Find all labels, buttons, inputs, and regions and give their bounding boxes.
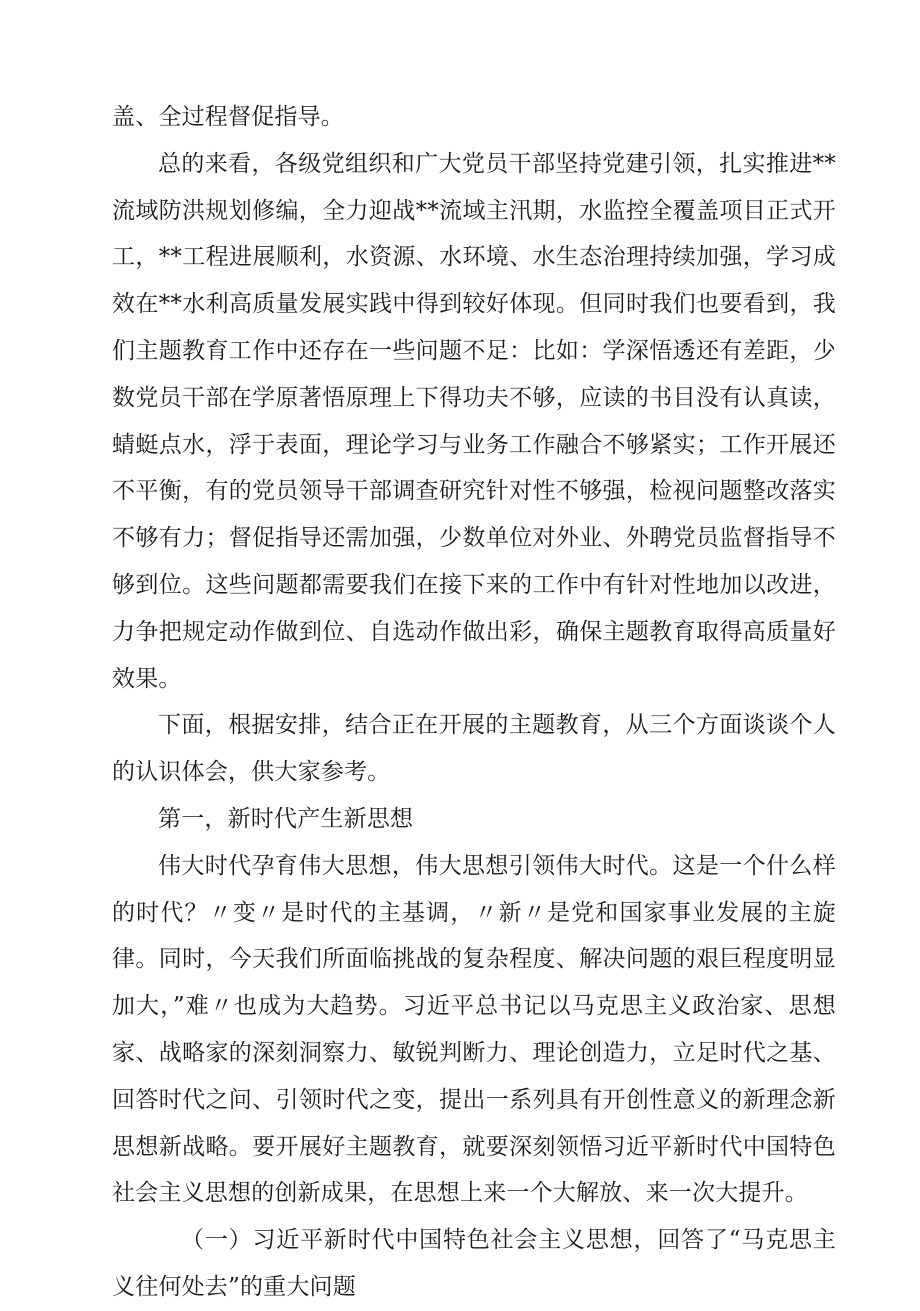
section-heading-1: 第一，新时代产生新思想 <box>158 805 414 832</box>
subsection-heading-1: （一）习近平新时代中国特色社会主义思想，回答了“马克思主义往何处去”的重大问题 <box>112 1227 836 1300</box>
paragraph-continuation: 盖、全过程督促指导。 <box>112 104 344 130</box>
paragraph-summary: 总的来看，各级党组织和广大党员干部坚持党建引领，扎实推进**流域防洪规划修编，全力迎战**流域主汛期，水监控全覆盖项目正式开工，**工程进展顺利，水资源、水环境、水生态治理持续加强，学习成效在**水利高质量发展实践中得到较好体现。但同时我们也要看到，我们主题教育工作中还存在一些问题不足：比如：学深悟透还有差距，少数党员干部在学原著悟原理上下得功夫不够，应读的书目没有认真读，蜻蜓点水，浮于表面，理论学习与业务工作融合不够紧实；工作开展还不平衡，有的党员领导干部调查研究针对性不够强，检视问题整改落实不够有力；督促指导还需加强，少数单位对外业、外聘党员监督指导不够到位。这些问题都需要我们在接下来的工作中有针对性地加以改进，力争把规定动作做到位、自选动作做出彩，确保主题教育取得高质量好效果。 <box>112 150 836 692</box>
document-body <box>112 94 836 1311</box>
paragraph-intro: 下面，根据安排，结合正在开展的主题教育，从三个方面谈谈个人的认识体会，供大家参考。 <box>112 712 836 786</box>
paragraph-new-era: 伟大时代孕育伟大思想，伟大思想引领伟大时代。这是一个什么样的时代？〃变〃是时代的主基调，〃新〃是党和国家事业发展的主旋律。同时，今天我们所面临挑战的复杂程度、解决问题的艰巨程度明显加大，”难〃也成为大趋势。习近平总书记以马克思主义政治家、思想家、战略家的深刻洞察力、敏锐判断力、理论创造力，立足时代之基、回答时代之问、引领时代之变，提出一系列具有开创性意义的新理念新思想新战略。要开展好主题教育，就要深刻领悟习近平新时代中国特色社会主义思想的创新成果，在思想上来一个大解放、来一次大提升。 <box>112 852 836 1207</box>
